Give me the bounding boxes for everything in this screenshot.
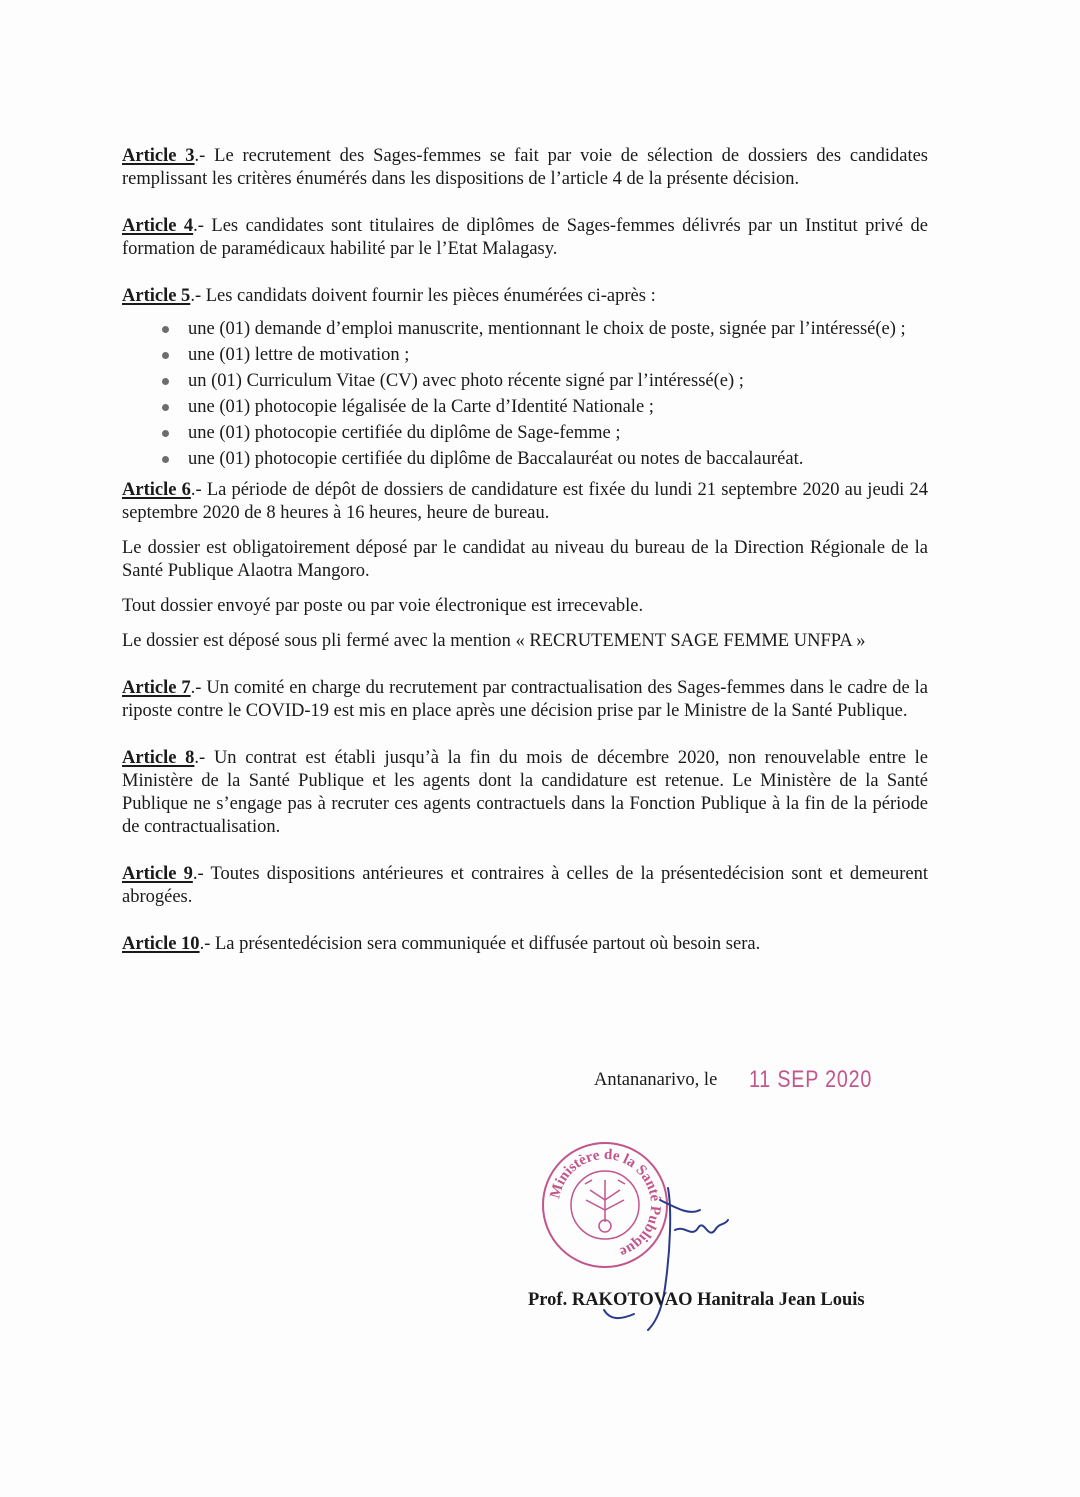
document-body: [122, 145, 928, 956]
date-stamp: 11 SEP 2020: [749, 1066, 873, 1093]
article-10-label: Article 10: [122, 934, 200, 954]
article-9: [122, 863, 928, 909]
svg-text:Ministère de la Santé Publique: Ministère de la Santé Publique: [547, 1146, 664, 1261]
article-10-text: .- La présentedécision sera communiquée et diffusée partout où besoin sera.: [199, 934, 761, 954]
article-6-text: .- La période de dépôt de dossiers de candidature est fixée du lundi 21 septembre 2020 au jeudi 24 septembre 2020 de 8 heures à 16 heures, heure de bureau.: [122, 480, 928, 523]
article-3: [122, 145, 928, 191]
article-8-label: Article 8: [122, 748, 195, 768]
article-3-text: .- Le recrutement des Sages-femmes se fait par voie de sélection de dossiers des candidates remplissant les critères énumérés dans les dispositions de l’article 4 de la présente décision.: [122, 146, 929, 189]
list-item: une (01) photocopie certifiée du diplôme de Sage-femme ;: [162, 422, 928, 445]
article-6: [122, 479, 928, 525]
article-8-text: .- Un contrat est établi jusqu’à la fin du mois de décembre 2020, non renouvelable entre le Ministère de la Santé Publique et les agents dont la candidature est retenue. Le Ministère de la Santé Publique ne s’engage pas à recruter ces agents contractuels dans la Fonction Publique à la fin de la période de contractualisation.: [122, 748, 928, 837]
article-5: [122, 285, 928, 308]
list-item: un (01) Curriculum Vitae (CV) avec photo récente signé par l’intéressé(e) ;: [162, 370, 928, 393]
article-5-text: .- Les candidats doivent fournir les pièces énumérées ci-après :: [190, 286, 656, 306]
signer-name: Prof. RAKOTOVAO Hanitrala Jean Louis: [528, 1290, 865, 1310]
article-7: [122, 677, 928, 723]
article-8: [122, 747, 928, 839]
article-6-label: Article 6: [122, 480, 191, 500]
article-6-paragraph-3: Le dossier est déposé sous pli fermé avec la mention « RECRUTEMENT SAGE FEMME UNFPA »: [122, 631, 866, 651]
required-documents-list: [122, 318, 928, 471]
article-6-paragraph-2: Tout dossier envoyé par poste ou par voie électronique est irrecevable.: [122, 596, 644, 616]
article-7-label: Article 7: [122, 678, 191, 698]
list-item: une (01) photocopie légalisée de la Carte d’Identité Nationale ;: [162, 396, 928, 419]
list-item: une (01) lettre de motivation ;: [162, 344, 928, 367]
article-4-label: Article 4: [122, 216, 194, 236]
place-line: Antananarivo, le: [594, 1070, 718, 1090]
article-4-text: .- Les candidates sont titulaires de diplômes de Sages-femmes délivrés par un Institut privé de formation de paramédicaux habilité par le l’Etat Malagasy.: [122, 216, 929, 259]
article-9-text: .- Toutes dispositions antérieures et contraires à celles de la présentedécision sont et demeurent abrogées.: [122, 864, 928, 907]
article-5-label: Article 5: [122, 286, 191, 306]
signature-icon: [600, 1170, 750, 1340]
article-10: [122, 933, 928, 956]
article-9-label: Article 9: [122, 864, 193, 884]
article-7-text: .- Un comité en charge du recrutement par contractualisation des Sages-femmes dans le cadre de la riposte contre le COVID-19 est mis en place après une décision prise par le Ministre de la Santé Publique.: [122, 678, 928, 721]
article-3-label: Article 3: [122, 146, 195, 166]
article-6-paragraph-1: Le dossier est obligatoirement déposé par le candidat au niveau du bureau de la Direction Régionale de la Santé Publique Alaotra Mangoro.: [122, 538, 928, 581]
list-item: une (01) demande d’emploi manuscrite, mentionnant le choix de poste, signée par l’intéressé(e) ;: [162, 318, 928, 341]
list-item: une (01) photocopie certifiée du diplôme de Baccalauréat ou notes de baccalauréat.: [162, 448, 928, 471]
article-4: [122, 215, 928, 261]
